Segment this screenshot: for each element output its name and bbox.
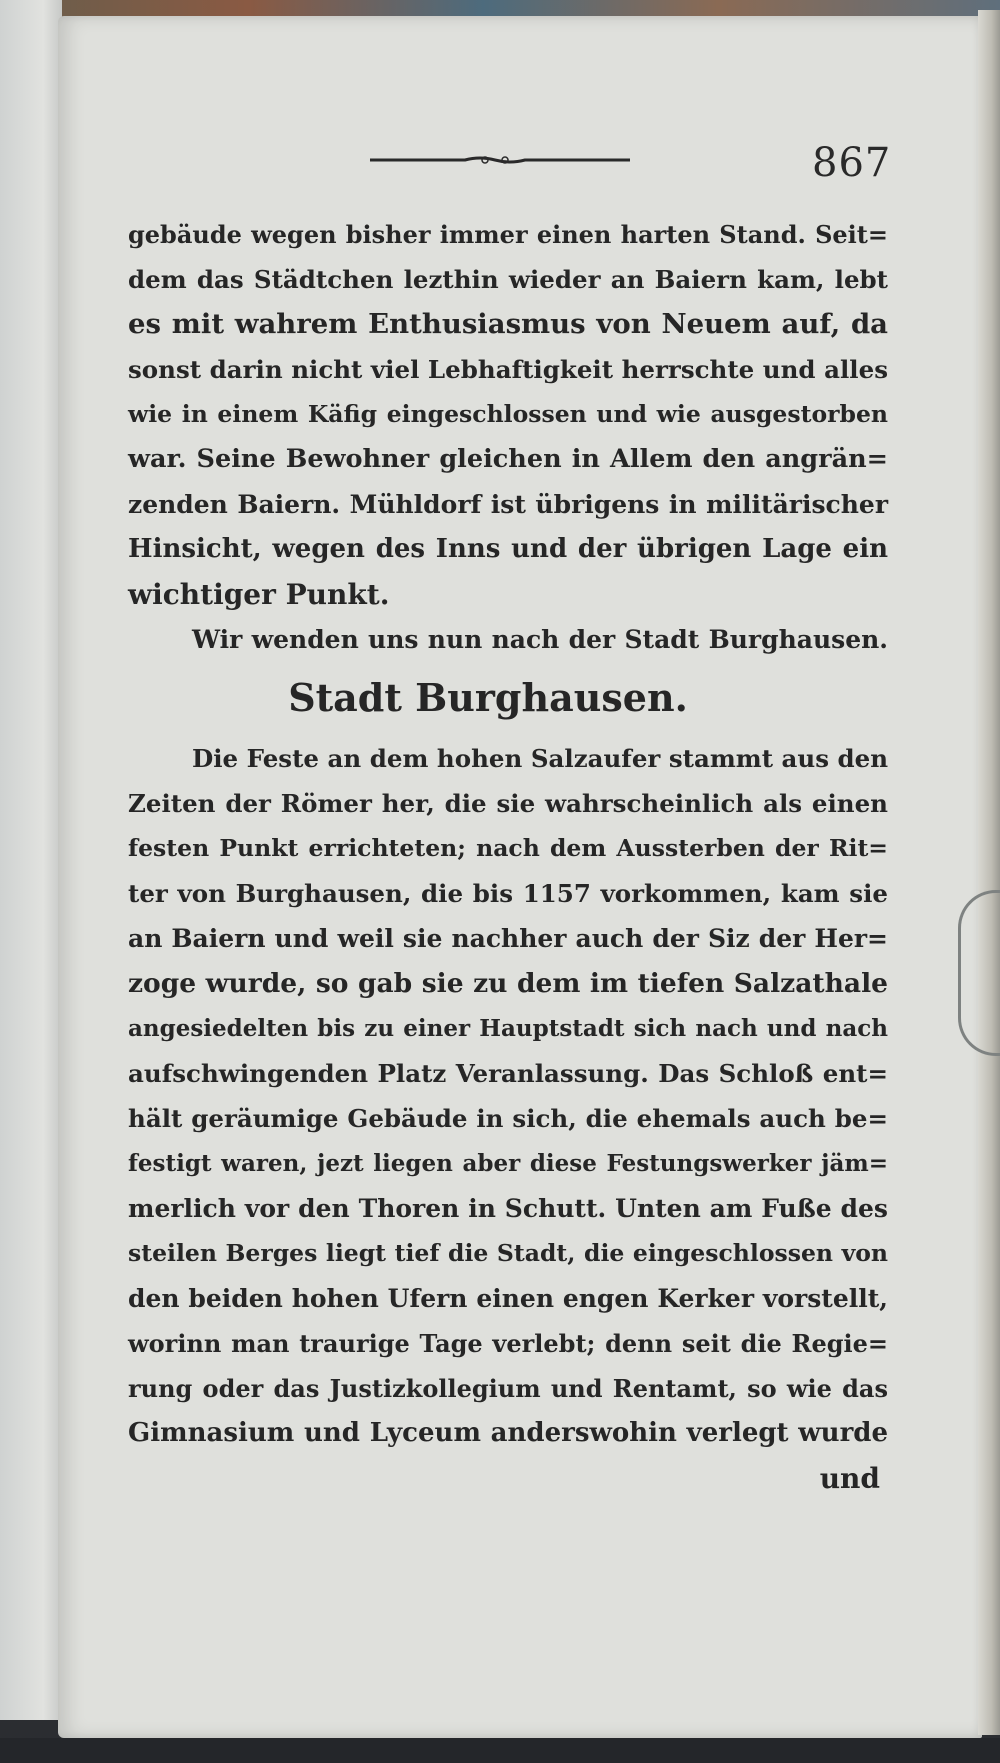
text-line: worinn man traurige Tage verlebt; denn seit die Regie= [128, 1329, 888, 1358]
text-line: es mit wahrem Enthusiasmus von Neuem auf, da [128, 308, 888, 340]
text-line: wie in einem Käfig eingeschlossen und wie ausgestorben [128, 400, 888, 428]
text-line: angesiedelten bis zu einer Hauptstadt sich nach und nach [128, 1015, 888, 1042]
text-line: an Baiern und weil sie nachher auch der Siz der Her= [128, 924, 888, 953]
text-line: wichtiger Punkt. [128, 578, 390, 611]
text-line: Zeiten der Römer her, die sie wahrscheinlich als einen [128, 789, 888, 818]
text-line: sonst darin nicht viel Lebhaftigkeit herrschte und alles [128, 355, 888, 384]
catchword: und [819, 1462, 880, 1495]
page-number: 867 [812, 140, 892, 186]
text-line: ter von Burghausen, die bis 1157 vorkommen, kam sie [128, 879, 888, 908]
text-line: gebäude wegen bisher immer einen harten Stand. Seit= [128, 220, 888, 249]
body-text [128, 212, 888, 1501]
text-line: war. Seine Bewohner gleichen in Allem den angrän= [128, 444, 888, 474]
text-line: Gimnasium und Lyceum anderswohin verlegt wurde [128, 1418, 888, 1448]
section-heading: Stadt Burghausen. [288, 675, 688, 720]
text-line: festigt waren, jezt liegen aber diese Festungswerker jäm= [128, 1150, 888, 1177]
text-line: zoge wurde, so gab sie zu dem im tiefen Salzathale [128, 968, 888, 999]
text-line: aufschwingenden Platz Veranlassung. Das Schloß ent= [128, 1059, 888, 1088]
ornament-rule [370, 156, 630, 164]
text-line: den beiden hohen Ufern einen engen Kerker vorstellt, [128, 1284, 888, 1313]
text-line: steilen Berges liegt tief die Stadt, die eingeschlossen von [128, 1239, 888, 1267]
text-line: zenden Baiern. Mühldorf ist übrigens in militärischer [128, 490, 888, 519]
facing-page-edge [0, 0, 62, 1720]
page-stack-edge [978, 10, 1000, 1735]
text-line: festen Punkt errichteten; nach dem Aussterben der Rit= [128, 834, 888, 862]
text-line: merlich vor den Thoren in Schutt. Unten am Fuße des [128, 1194, 888, 1223]
text-line: Die Feste an dem hohen Salzaufer stammt aus den [192, 744, 889, 773]
text-line: hält geräumige Gebäude in sich, die ehemals auch be= [128, 1104, 888, 1133]
text-line: rung oder das Justizkollegium und Rentamt, so wie das [128, 1374, 888, 1403]
bookmark-ribbon [958, 890, 1000, 1056]
text-line: Wir wenden uns nun nach der Stadt Burghausen. [192, 625, 888, 654]
scan-background [0, 1738, 1000, 1763]
text-line: dem das Städtchen lezthin wieder an Baiern kam, lebt [128, 265, 888, 294]
text-line: Hinsicht, wegen des Inns und der übrigen Lage ein [128, 534, 888, 564]
